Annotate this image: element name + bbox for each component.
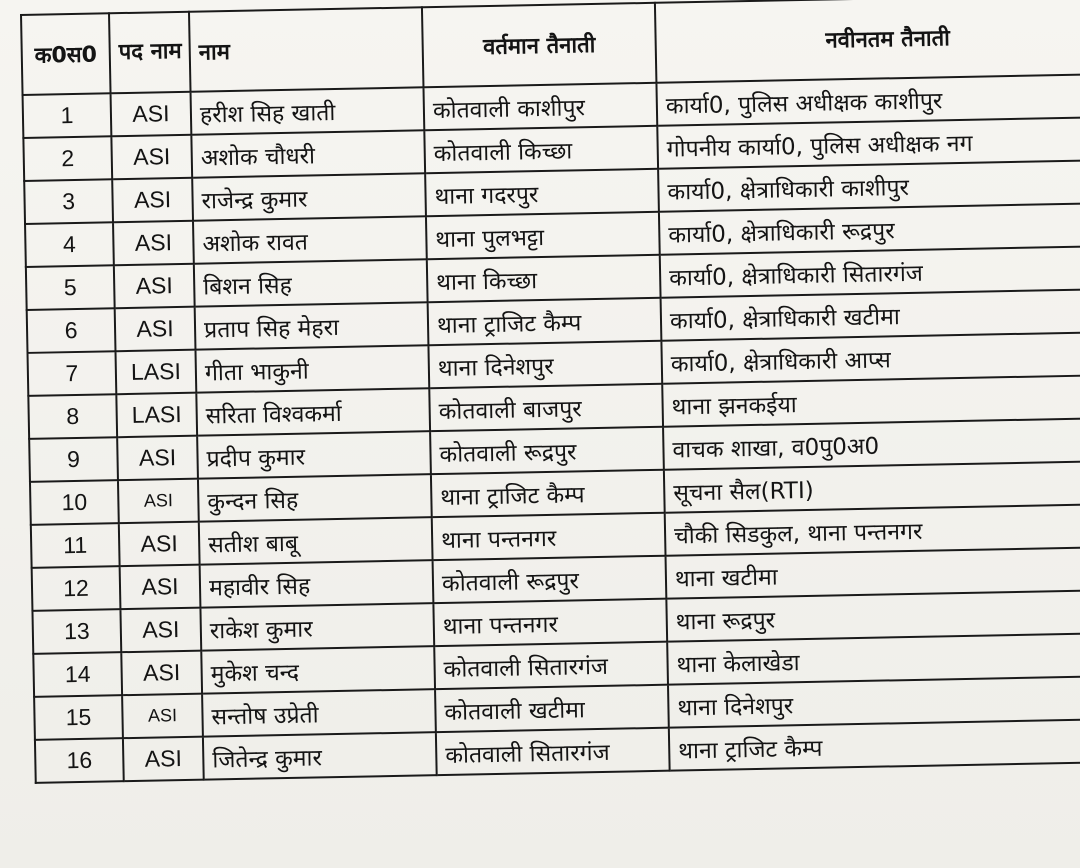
cell-rank: ASI xyxy=(112,178,193,223)
cell-new-posting: कार्या0, क्षेत्राधिकारी सितारगंज xyxy=(660,246,1080,298)
cell-serial: 5 xyxy=(26,265,115,310)
cell-rank: ASI xyxy=(118,479,199,524)
cell-rank: ASI xyxy=(119,522,200,567)
cell-name: हरीश सिह खाती xyxy=(191,87,425,134)
header-name: नाम xyxy=(189,7,423,91)
cell-serial: 7 xyxy=(28,351,117,396)
cell-new-posting: कार्या0, क्षेत्राधिकारी आप्स xyxy=(661,332,1080,384)
cell-serial: 6 xyxy=(27,308,116,353)
cell-current-posting: थाना पुलभट्टा xyxy=(426,212,660,259)
cell-serial: 12 xyxy=(32,566,121,611)
cell-name: सरिता विश्वकर्मा xyxy=(196,388,430,435)
cell-rank: ASI xyxy=(111,92,192,137)
cell-name: सतीश बाबू xyxy=(199,517,433,564)
header-new-posting: नवीनतम तैनाती xyxy=(655,0,1080,83)
cell-rank: ASI xyxy=(120,608,201,653)
cell-current-posting: थाना पन्तनगर xyxy=(432,513,666,560)
cell-new-posting: चौकी सिडकुल, थाना पन्तनगर xyxy=(665,504,1080,556)
cell-serial: 14 xyxy=(33,652,122,697)
cell-rank: ASI xyxy=(115,307,196,352)
cell-new-posting: कार्या0, क्षेत्राधिकारी खटीमा xyxy=(661,289,1080,341)
cell-new-posting: वाचक शाखा, व0पु0अ0 xyxy=(663,418,1080,470)
cell-rank: ASI xyxy=(117,436,198,481)
cell-serial: 16 xyxy=(35,738,124,783)
cell-current-posting: कोतवाली बाजपुर xyxy=(429,384,663,431)
cell-current-posting: थाना ट्राजिट कैम्प xyxy=(428,298,662,345)
cell-serial: 10 xyxy=(30,480,119,525)
cell-new-posting: थाना ट्राजिट कैम्प xyxy=(669,719,1080,771)
cell-new-posting: कार्या0, पुलिस अधीक्षक काशीपुर xyxy=(656,74,1080,126)
cell-serial: 4 xyxy=(25,222,114,267)
cell-new-posting: कार्या0, क्षेत्राधिकारी रूद्रपुर xyxy=(659,203,1080,255)
cell-new-posting: कार्या0, क्षेत्राधिकारी काशीपुर xyxy=(658,160,1080,212)
cell-current-posting: थाना दिनेशपुर xyxy=(428,341,662,388)
cell-current-posting: थाना पन्तनगर xyxy=(433,599,667,646)
cell-rank: ASI xyxy=(123,737,204,782)
cell-rank: ASI xyxy=(111,135,192,180)
cell-name: सन्तोष उप्रेती xyxy=(202,689,436,736)
cell-current-posting: कोतवाली रूद्रपुर xyxy=(430,427,664,474)
cell-current-posting: थाना किच्छा xyxy=(427,255,661,302)
cell-current-posting: कोतवाली रूद्रपुर xyxy=(433,556,667,603)
cell-serial: 9 xyxy=(29,437,118,482)
cell-rank: ASI xyxy=(121,651,202,696)
header-rank: पद नाम xyxy=(109,12,191,94)
cell-serial: 2 xyxy=(23,136,112,181)
cell-name: प्रदीप कुमार xyxy=(197,431,431,478)
cell-name: अशोक रावत xyxy=(193,216,427,263)
cell-new-posting: थाना झनकईया xyxy=(662,375,1080,427)
cell-rank: ASI xyxy=(113,221,194,266)
header-serial: क0स0 xyxy=(21,13,111,95)
cell-new-posting: थाना रूद्रपुर xyxy=(666,590,1080,642)
cell-serial: 8 xyxy=(28,394,117,439)
cell-current-posting: कोतवाली खटीमा xyxy=(435,685,669,732)
cell-name: राकेश कुमार xyxy=(200,603,434,650)
transfer-table xyxy=(20,0,1080,784)
cell-rank: LASI xyxy=(115,350,196,395)
cell-name: राजेन्द्र कुमार xyxy=(192,173,426,220)
cell-new-posting: थाना केलाखेडा xyxy=(667,633,1080,685)
cell-rank: ASI xyxy=(114,264,195,309)
cell-rank: ASI xyxy=(120,565,201,610)
cell-current-posting: थाना गदरपुर xyxy=(425,169,659,216)
cell-name: जितेन्द्र कुमार xyxy=(203,732,437,779)
cell-name: प्रताप सिह मेहरा xyxy=(195,302,429,349)
cell-new-posting: गोपनीय कार्या0, पुलिस अधीक्षक नग xyxy=(657,117,1080,169)
cell-serial: 15 xyxy=(34,695,123,740)
cell-current-posting: कोतवाली सितारगंज xyxy=(436,728,670,775)
cell-name: बिशन सिह xyxy=(194,259,428,306)
cell-current-posting: कोतवाली सितारगंज xyxy=(434,642,668,689)
cell-name: महावीर सिह xyxy=(200,560,434,607)
cell-serial: 3 xyxy=(24,179,113,224)
header-current-posting: वर्तमान तैनाती xyxy=(422,3,656,87)
cell-current-posting: कोतवाली किच्छा xyxy=(424,126,658,173)
cell-new-posting: थाना खटीमा xyxy=(666,547,1080,599)
cell-rank: ASI xyxy=(122,694,203,739)
cell-current-posting: कोतवाली काशीपुर xyxy=(423,83,657,130)
cell-new-posting: थाना दिनेशपुर xyxy=(668,676,1080,728)
cell-new-posting: सूचना सैल(RTI) xyxy=(664,461,1080,513)
cell-serial: 13 xyxy=(32,609,121,654)
cell-current-posting: थाना ट्राजिट कैम्प xyxy=(431,470,665,517)
cell-serial: 11 xyxy=(31,523,120,568)
cell-name: मुकेश चन्द xyxy=(201,646,435,693)
cell-serial: 1 xyxy=(23,93,112,138)
cell-name: गीता भाकुनी xyxy=(195,345,429,392)
cell-name: अशोक चौधरी xyxy=(191,130,425,177)
cell-name: कुन्दन सिह xyxy=(198,474,432,521)
cell-rank: LASI xyxy=(116,393,197,438)
